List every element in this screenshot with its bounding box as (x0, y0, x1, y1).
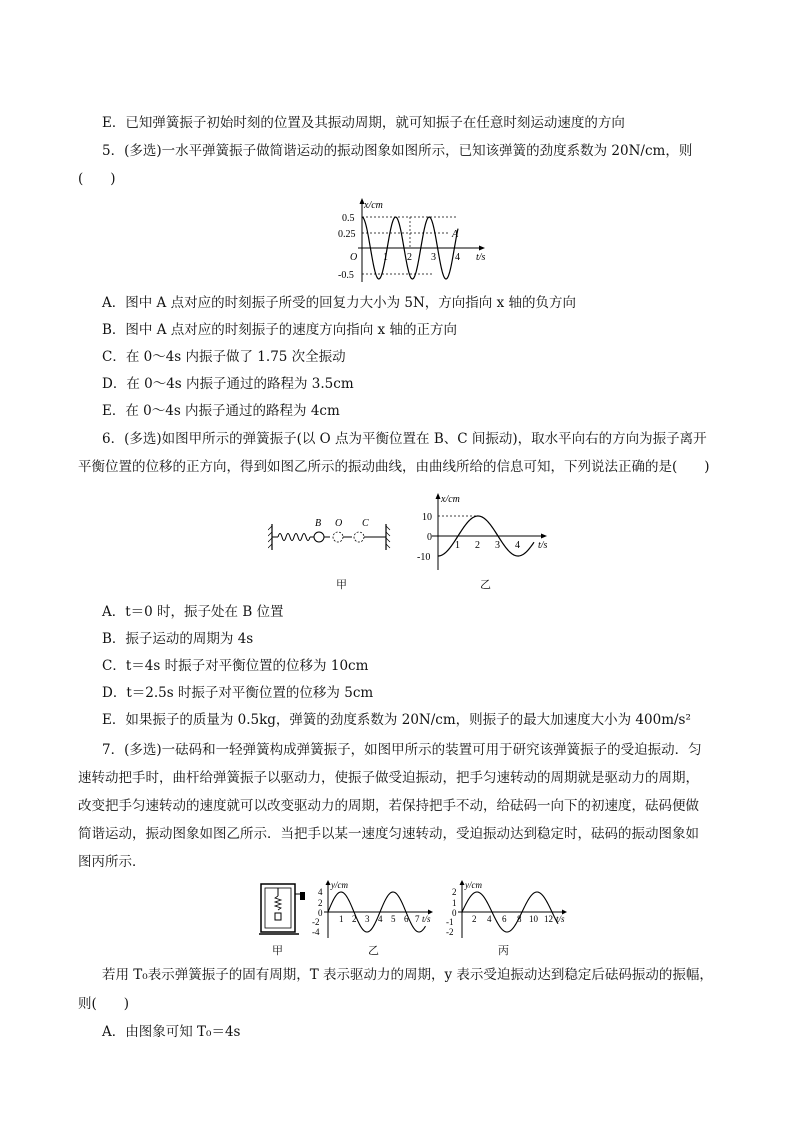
q6-y-axis-label: x/cm (441, 494, 460, 505)
q7-caption-bing: 丙 (498, 944, 509, 957)
q7c-xtick: 6 (502, 914, 507, 924)
q7b-xtick: 7 (415, 914, 420, 924)
q7c-xtick: 8 (517, 914, 522, 924)
q7c-x-axis-label: t/s (556, 914, 565, 924)
label-o: O (335, 518, 343, 529)
q4-option-e: E．已知弹簧振子初始时刻的位置及其振动周期，就可知振子在任意时刻运动速度的方向 (102, 115, 625, 131)
q6-xtick: 2 (475, 540, 480, 551)
q7-option-a: A．由图象可知 T₀＝4s (102, 1024, 241, 1040)
q5-option-b: B．图中 A 点对应的时刻振子的速度方向指向 x 轴的正方向 (102, 322, 457, 338)
q5-ytick: 0.25 (338, 229, 356, 240)
q7-graph-yi (306, 878, 438, 940)
q5-xtick: 2 (407, 252, 412, 263)
q7-question: 若用 T₀表示弹簧振子的固有周期，T 表示驱动力的周期，y 表示受迫振动达到稳定后砝码振动的振幅， (102, 967, 713, 983)
q6-vibration-graph (410, 490, 560, 572)
q7c-xtick: 10 (529, 914, 538, 924)
q6-option-e: E．如果振子的质量为 0.5kg，弹簧的劲度系数为 20N/cm，则振子的最大加速度大小为 400m/s² (102, 712, 691, 728)
q6-xtick: 1 (455, 540, 460, 551)
q5-y-axis-label: x/cm (364, 200, 383, 211)
q7-apparatus-diagram (258, 882, 308, 938)
q7b-x-axis-label: t/s (422, 914, 431, 924)
q6-stem: 6．(多选)如图甲所示的弹簧振子(以 O 点为平衡位置在 B、C 间振动)，取水平向右的方向为振子离开 (102, 431, 707, 447)
q5-vibration-graph (330, 196, 500, 284)
q5-option-e: E．在 0～4s 内振子通过的路程为 4cm (102, 403, 340, 419)
q6-caption-jia: 甲 (336, 578, 347, 591)
q7b-xtick: 4 (378, 914, 383, 924)
q5-point-a-label: A (452, 229, 459, 240)
q6-xtick: 4 (515, 540, 520, 551)
q6-x-axis-label: t/s (538, 540, 548, 551)
q7b-ytick: -2 (312, 917, 320, 927)
q7-stem-cont: 简谐运动，振动图象如图乙所示．当把手以某一速度匀速转动，受迫振动达到稳定时，砝码的振动图象如 (78, 826, 699, 842)
q7b-xtick: 2 (352, 914, 357, 924)
q7b-y-axis-label: y/cm (331, 880, 348, 890)
q5-answer-blank: ( ) (78, 171, 116, 187)
q6-option-b: B．振子运动的周期为 4s (102, 631, 254, 647)
q5-option-d: D．在 0～4s 内振子通过的路程为 3.5cm (102, 376, 354, 392)
q5-option-a: A．图中 A 点对应的时刻振子所受的回复力大小为 5N，方向指向 x 轴的负方向 (102, 295, 576, 311)
q5-xtick: 4 (455, 252, 460, 263)
q7c-ytick: 2 (452, 887, 457, 897)
q7b-xtick: 6 (404, 914, 409, 924)
q6-ytick: -10 (417, 552, 431, 563)
q7b-xtick: 5 (391, 914, 396, 924)
q7c-xtick: 4 (487, 914, 492, 924)
q7-caption-jia: 甲 (272, 944, 283, 957)
q7b-ytick: 0 (318, 908, 323, 918)
q7c-xtick: 12 (544, 914, 553, 924)
q7b-ytick: 2 (318, 898, 323, 908)
q7-stem: 7．(多选)一砝码和一轻弹簧构成弹簧振子，如图甲所示的装置可用于研究该弹簧振子的受迫振动．匀 (102, 742, 702, 758)
q6-stem-cont: 平衡位置的位移的正方向，得到如图乙所示的振动曲线，由曲线所给的信息可知，下列说法正确的是( ) (78, 459, 710, 475)
q7c-ytick: 1 (452, 898, 457, 908)
label-b: B (315, 518, 322, 529)
q7b-xtick: 3 (365, 914, 370, 924)
q6-option-d: D．t＝2.5s 时振子对平衡位置的位移为 5cm (102, 685, 374, 701)
q6-option-c: C．t＝4s 时振子对平衡位置的位移为 10cm (102, 658, 369, 674)
q7-caption-yi: 乙 (368, 944, 379, 957)
q7-answer-blank: 则( ) (78, 996, 130, 1012)
q7b-ytick: -4 (312, 927, 320, 937)
q7-graph-bing (440, 878, 572, 940)
q5-ytick: -0.5 (338, 270, 354, 281)
q5-stem: 5．(多选)一水平弹簧振子做简谐运动的振动图象如图所示，已知该弹簧的劲度系数为 20N/cm，则 (102, 143, 693, 159)
q7-stem-cont: 速转动把手时，曲杆给弹簧振子以驱动力，使振子做受迫振动，把手匀速转动的周期就是驱动力的周期， (78, 770, 699, 786)
q7-stem-cont: 改变把手匀速转动的速度就可以改变驱动力的周期，若保持把手不动，给砝码一向下的初速度，砝码便做 (78, 798, 699, 814)
label-c: C (362, 518, 369, 529)
q6-option-a: A．t＝0 时，振子处在 B 位置 (102, 604, 284, 620)
q7c-ytick: -1 (446, 917, 454, 927)
q6-xtick: 3 (495, 540, 500, 551)
q5-ytick: 0.5 (342, 213, 355, 224)
q7-stem-cont: 图丙所示． (78, 854, 146, 870)
q7b-xtick: 1 (339, 914, 344, 924)
q7c-ytick: -2 (446, 927, 454, 937)
q5-origin-label: O (350, 252, 358, 263)
q7c-ytick: 0 (452, 908, 457, 918)
q7c-xtick: 2 (472, 914, 477, 924)
q5-option-c: C．在 0～4s 内振子做了 1.75 次全振动 (102, 349, 346, 365)
q6-spring-oscillator-diagram (268, 512, 394, 554)
q7b-ytick: 4 (318, 887, 323, 897)
q6-ytick: 10 (422, 512, 432, 523)
q6-ytick: 0 (427, 532, 432, 543)
q5-xtick: 1 (383, 252, 388, 263)
q7c-y-axis-label: y/cm (465, 880, 482, 890)
q6-caption-yi: 乙 (480, 578, 491, 591)
q5-x-axis-label: t/s (476, 252, 486, 263)
q5-xtick: 3 (431, 252, 436, 263)
